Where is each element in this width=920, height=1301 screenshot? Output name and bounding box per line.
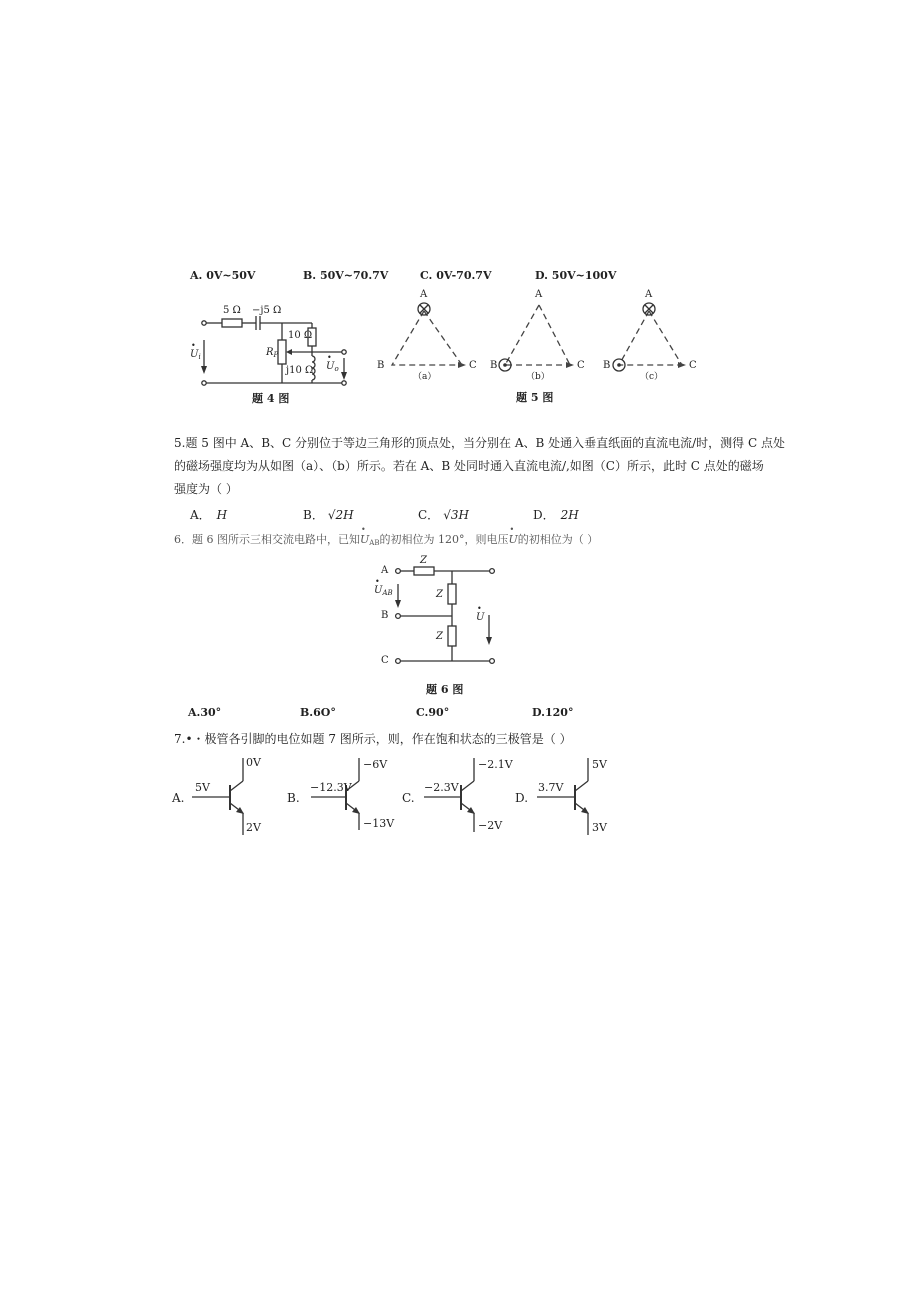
transistor-c-label: C. [402, 791, 415, 805]
transistor-b-label: B. [287, 791, 300, 805]
q5-option-b: B． √2H [303, 508, 354, 522]
q4-option-d: D. 50V~100V [535, 269, 617, 282]
transistor-a-emitter: 2V [246, 821, 261, 834]
fig5c-label-b: B [603, 360, 611, 371]
transistor-c-emitter: −2V [478, 819, 503, 832]
fig5b-caption: （b） [526, 372, 550, 382]
q5-line-2: 的磁场强度均为从如图（a）、（b）所示。若在 A、B 处同时通入直流电流/,如图（C）所示，此时 C 点处的磁场 [174, 459, 764, 473]
q7-question: 7.•・极管各引脚的电位如题 7 图所示，则，作在饱和状态的三极管是（ ） [174, 732, 572, 746]
fig5c-label-c: C [689, 360, 697, 371]
fig5c-caption: （c） [640, 372, 664, 382]
transistor-a-base: 5V [195, 781, 210, 794]
fig6-label-a: A [381, 565, 389, 576]
fig4-label-jl: j10 Ω [286, 365, 314, 376]
q6-option-c: C.90° [416, 706, 450, 719]
fig4-label-xc: −j5 Ω [252, 305, 282, 316]
transistor-b-emitter: −13V [363, 817, 395, 830]
fig4-label-10ohm: 10 Ω [288, 330, 313, 341]
transistor-b-base: −12.3V [310, 781, 352, 794]
fig6-label-uab: • $U_{AB}$ [374, 586, 393, 597]
transistor-a-label: A. [172, 791, 185, 805]
transistor-a [192, 758, 244, 835]
transistor-a-collector: 0V [246, 756, 261, 769]
q5-option-c: C． √3H [418, 508, 469, 522]
transistor-d-collector: 5V [592, 758, 607, 771]
fig5b-label-a: A [535, 289, 543, 300]
fig5-caption: 题 5 图 [516, 391, 554, 404]
fig4-label-ui: • $U_i$ [190, 350, 201, 361]
q4-option-b: B. 50V~70.7V [303, 269, 389, 282]
q6-option-d: D.120° [532, 706, 574, 719]
transistor-d-label: D. [515, 791, 529, 805]
fig6-label-c: C [381, 655, 389, 666]
fig6-label-z-middle: Z [436, 589, 443, 600]
fig5c-label-a: A [645, 289, 653, 300]
q6-option-b: B.6O° [300, 706, 336, 719]
transistor-b [311, 758, 360, 830]
q6-question: 6．题 6 图所示三相交流电路中，已知• $U_{AB}$的初相位为 120°，则电压• U的初相位为（ ） [174, 534, 598, 547]
transistor-c-base: −2.3V [424, 781, 459, 794]
transistor-d-base: 3.7V [538, 781, 564, 794]
fig5a-label-c: C [469, 360, 477, 371]
q5-line-1: 5.题 5 图中 A、B、C 分别位于等边三角形的顶点处，当分别在 A、B 处通入垂直纸面的直流电流/时，测得 C 点处 [174, 436, 785, 450]
q5-line-3: 强度为（ ） [174, 482, 238, 496]
fig4-caption: 题 4 图 [252, 392, 290, 405]
fig6-label-z-top: Z [420, 555, 427, 566]
fig5a-caption: （a） [413, 372, 437, 382]
q6-option-a: A.30° [188, 706, 222, 719]
transistor-c [424, 758, 475, 832]
fig5b-label-b: B [490, 360, 498, 371]
fig5a-label-b: B [377, 360, 385, 371]
transistor-b-collector: −6V [363, 758, 388, 771]
transistor-d [537, 758, 589, 835]
fig5b-label-c: C [577, 360, 585, 371]
fig6-label-u: • U [476, 613, 484, 623]
fig4-label-uo: • $U_o$ [326, 362, 339, 373]
fig4-label-5ohm: 5 Ω [223, 305, 241, 316]
fig4-label-rp: $R_P$ [266, 347, 279, 359]
q5-option-a: A． H [190, 508, 228, 522]
fig6-label-b: B [381, 610, 389, 621]
fig6-label-z-bottom: Z [436, 631, 443, 642]
transistor-c-collector: −2.1V [478, 758, 513, 771]
q5-option-d: D． 2H [533, 508, 579, 522]
transistor-d-emitter: 3V [592, 821, 607, 834]
fig5a-label-a: A [420, 289, 428, 300]
fig6-caption: 题 6 图 [426, 683, 464, 696]
q4-option-c: C. 0V-70.7V [420, 269, 492, 282]
q4-option-a: A. 0V~50V [190, 269, 256, 282]
